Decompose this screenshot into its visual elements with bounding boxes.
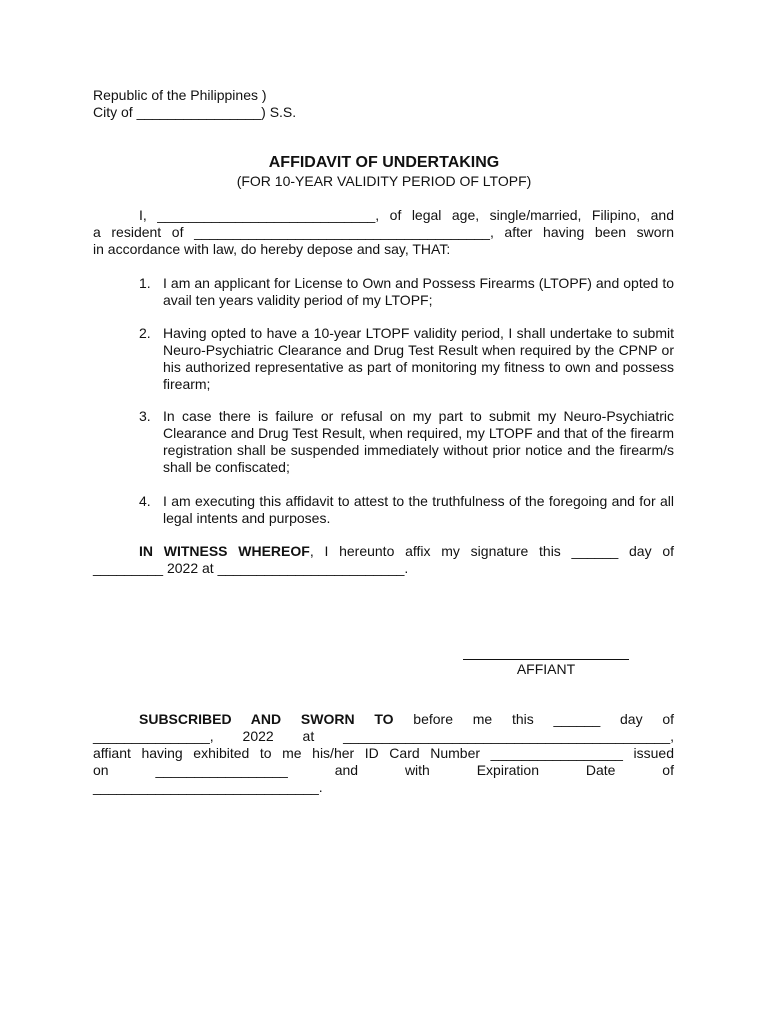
- document-title: AFFIDAVIT OF UNDERTAKING: [268, 154, 500, 171]
- venue-line-republic: Republic of the Philippines ): [93, 87, 267, 103]
- signature-line: [463, 648, 629, 660]
- list-item-number: 1.: [139, 275, 151, 291]
- venue-line-city: City of ________________) S.S.: [93, 104, 297, 120]
- list-item-number: 4.: [139, 493, 151, 509]
- list-item-text: Having opted to have a 10-year LTOPF validity period, I shall undertake to submit Neuro-Psychiatric Clearance and Drug Test Result when required by the CPNP or his authorized representative as part of monitoring my fitness to own and possess firearm;: [163, 325, 674, 392]
- witness-lead: IN WITNESS WHEREOF: [139, 543, 310, 559]
- affiant-label: AFFIANT: [516, 661, 576, 677]
- jurat-line-2: _______________, 2022 at __________________________________________,: [93, 728, 674, 744]
- intro-line-2: a resident of ______________________________________, after having been sworn: [93, 224, 674, 240]
- list-item-text: I am executing this affidavit to attest to the truthfulness of the foregoing and for all legal intents and purposes.: [163, 493, 674, 526]
- intro-paragraph: [93, 207, 674, 258]
- jurat-line-5: _____________________________.: [93, 779, 323, 795]
- jurat-line-1: [93, 711, 674, 728]
- intro-line-3: in accordance with law, do hereby depose and say, THAT:: [93, 241, 451, 257]
- intro-line-1: I, ____________________________, of legal age, single/married, Filipino, and: [139, 207, 674, 223]
- witness-line-1-text: , I hereunto affix my signature this ______ day of: [309, 543, 674, 559]
- document-subtitle: (FOR 10-YEAR VALIDITY PERIOD OF LTOPF): [236, 173, 532, 189]
- witness-line-1: [93, 543, 674, 560]
- list-item: [139, 275, 674, 309]
- witness-line-2: _________ 2022 at ________________________.: [93, 560, 409, 576]
- jurat-line-3: affiant having exhibited to me his/her ID Card Number _________________ issued: [93, 745, 674, 761]
- list-item-text: In case there is failure or refusal on my part to submit my Neuro-Psychiatric Clearance and Drug Test Result, when required, my LTOPF and that of the firearm registration shall be suspended immediately without prior notice and the firearm/s shall be confiscated;: [163, 408, 674, 475]
- list-item-number: 2.: [139, 325, 151, 341]
- list-item: [139, 493, 674, 527]
- list-item-text: I am an applicant for License to Own and Possess Firearms (LTOPF) and opted to avail ten years validity period of my LTOPF;: [163, 275, 674, 308]
- witness-paragraph: [93, 543, 674, 577]
- jurat-lead: SUBSCRIBED AND SWORN TO: [139, 711, 394, 727]
- list-item-number: 3.: [139, 408, 151, 424]
- jurat-line-4: on _________________ and with Expiration Date of: [93, 762, 674, 778]
- affiant-signature-block: [463, 648, 629, 678]
- venue-block: [93, 87, 296, 121]
- jurat-line-1-text: before me this ______ day of: [393, 711, 675, 727]
- list-item: [139, 408, 674, 476]
- title-block: [93, 153, 675, 190]
- list-item: [139, 325, 674, 393]
- jurat-paragraph: [93, 711, 674, 796]
